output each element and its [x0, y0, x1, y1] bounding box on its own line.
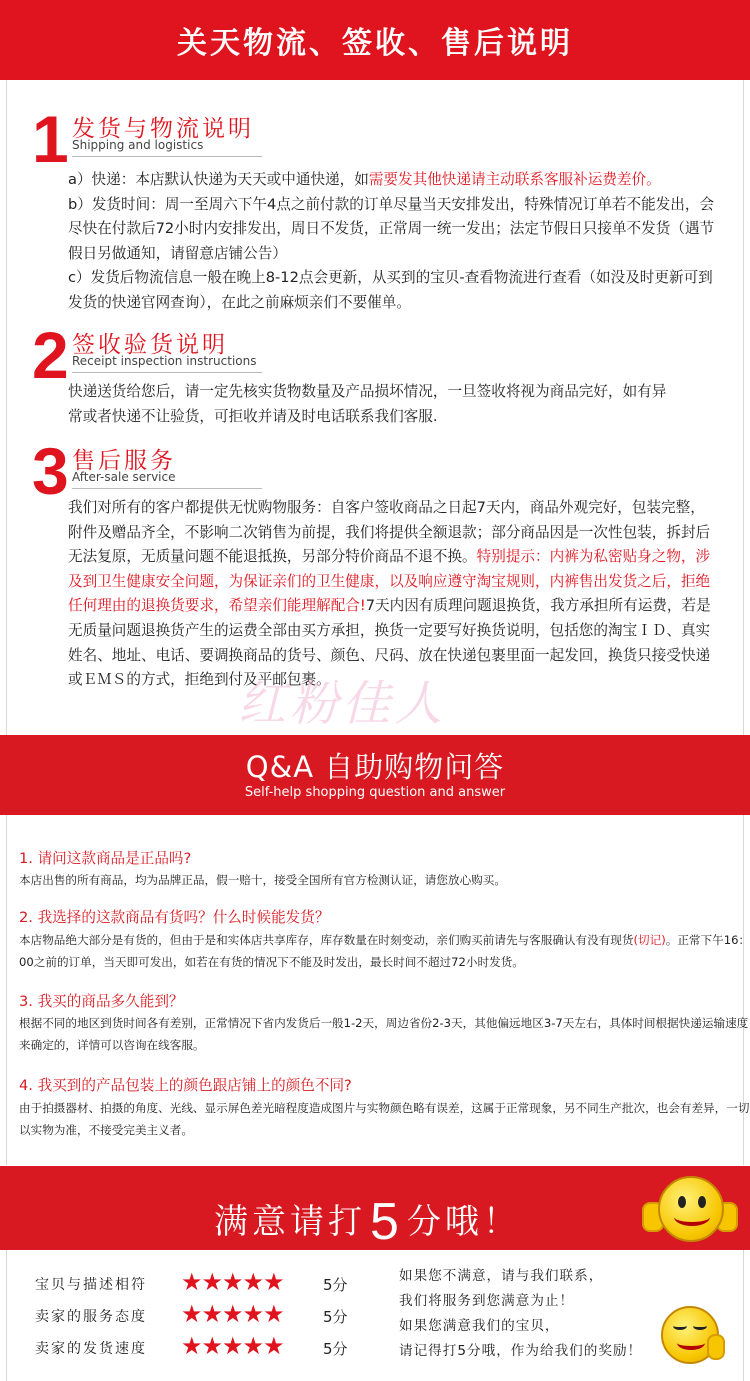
- section-title: 发货与物流说明: [72, 116, 254, 142]
- special-notice: 特别提示：内裤为私密贴身之物，涉及到卫生健康安全问题，为保证亲们的卫生健康，以及响应遵守淘宝规则，内裤售出发货之后，拒绝任何理由的退换货要求，希望亲们能理解配合!: [68, 548, 711, 615]
- rating-row: [35, 1270, 365, 1298]
- qa-subtitle: Self-help shopping question and answer: [244, 785, 506, 800]
- qa-answer: 由于拍摄器材、拍摄的角度、光线、显示屏色差光暗程度造成图片与实物颜色略有误差，这属于正常现象，另不同生产批次，也会有差异，一切以实物为准，不接受完美主义者。: [19, 1101, 750, 1137]
- rating-note-line: 如果您不满意，请与我们联系，: [399, 1268, 604, 1284]
- star-rating: ★★★★★: [181, 1332, 284, 1360]
- rating-row: [35, 1334, 365, 1362]
- qa-list: [6, 815, 750, 1165]
- section-divider: [72, 156, 262, 157]
- shipping-line-b: b）发货时间：周一至周六下午4点之前付款的订单尽量当天安排发出，特殊情况订单若不能发出，会尽快在付款后72小时内安排发出，周日不发货，正常周一统一发出；法定节假日只接单不发货（遇节假日另做通知，请留意店铺公告）: [68, 195, 715, 262]
- qa-answer: 根据不同的地区到货时间各有差别，正常情况下省内发货后一般1-2天，周边省份2-3天，其他偏远地区3-7天左右，具体时间根据快递运输速度来确定的，详情可以咨询在线客服。: [19, 1016, 749, 1052]
- rating-score: 5分: [323, 1276, 348, 1294]
- star-rating: ★★★★★: [181, 1268, 284, 1296]
- page-title: 关天物流、签收、售后说明: [177, 26, 573, 61]
- rating-label: 卖家的服务态度: [35, 1309, 147, 1325]
- qa-title: Q&A 自助购物问答: [245, 750, 505, 784]
- section-title: 售后服务: [72, 448, 176, 474]
- rating-label: 宝贝与描述相符: [35, 1277, 147, 1293]
- qa-header-bar: [0, 735, 750, 815]
- header-bar: [0, 0, 750, 80]
- section-aftersale-text: 我们对所有的客户都提供无忧购物服务：自客户签收商品之日起7天内，商品外观完好，包装完整，附件及赠品齐全，不影响二次销售为前提，我们将提供全额退款；部分商品因是一次性包装，拆封后无法复原，无质量问题不能退抵换，另部分特价商品不退不换。特别提示：内裤为私密贴身之物，涉及到卫生健康安全问题，为保证亲们的卫生健康，以及响应遵守淘宝规则，内裤售出发货之后，拒绝任何理由的退换货要求，希望亲们能理解配合!7天内因有质理问题退换货，我方承担所有运费，若是无质量问题退换货产生的运费全部由买方承担，换货一定要写好换货说明，包括您的淘宝ＩＤ、真实姓名、地址、电话、要调换商品的货号、颜色、尺码、放在快递包裹里面一起发回，换货只接受快递或ＥＭＳ的方式，拒绝到付及平邮包裹。: [68, 499, 711, 689]
- section-number: 1: [32, 102, 69, 176]
- qa-answer: 本店物品绝大部分是有货的，但由于是和实体店共享库存，库存数量在时刻变动，亲们购买前请先与客服确认有没有现货(切记)。正常下午16：00之前的订单，当天即可发出，如若在有货的情况下不能及时发出，最长时间不超过72小时发货。: [19, 933, 750, 969]
- rating-header-bar: [0, 1166, 750, 1250]
- rating-note-line: 请记得打5分哦，作为给我们的奖励！: [399, 1343, 643, 1359]
- watermark-logo: 红粉佳人: [238, 676, 447, 732]
- section-receipt-text: 快递送货给您后，请一定先核实货物数量及产品损坏情况，一旦签收将视为商品完好，如有异常或者快递不让验货，可拒收并请及时电话联系我们客服.: [68, 383, 667, 425]
- qa-question: 4. 我买到的产品包装上的颜色跟店铺上的颜色不同?: [19, 1077, 352, 1094]
- rating-box: [6, 1250, 744, 1381]
- rating-note-line: 如果您满意我们的宝贝，: [399, 1318, 560, 1334]
- section-divider: [72, 372, 262, 373]
- qa-question: 2. 我选择的这款商品有货吗？什么时候能发货？: [19, 909, 330, 926]
- section-subtitle: Shipping and logistics: [72, 138, 204, 152]
- section-subtitle: Receipt inspection instructions: [72, 354, 257, 368]
- shipping-line-c: c）发货后物流信息一般在晚上8-12点会更新，从买到的宝贝-查看物流进行查看（如没及时更新可到发货的快递官网查询），在此之前麻烦亲们不要催单。: [68, 269, 713, 311]
- section-divider: [72, 488, 262, 489]
- rating-label: 卖家的发货速度: [35, 1341, 147, 1357]
- qa-question: 1. 请问这款商品是正品吗?: [19, 850, 192, 867]
- smiley-thumbs-up-icon: [640, 1172, 740, 1246]
- rating-score: 5分: [323, 1340, 348, 1358]
- rating-title: 满意请打5 分哦！: [214, 1193, 521, 1251]
- shipping-line-a: a）快递：本店默认快递为天天或中通快递，如需要发其他快递请主动联系客服补运费差价。: [68, 171, 661, 188]
- section-shipping-text: [68, 168, 716, 316]
- star-rating: ★★★★★: [181, 1300, 284, 1328]
- rating-note: [399, 1264, 669, 1364]
- section-subtitle: After-sale service: [72, 470, 176, 484]
- rating-row: [35, 1302, 365, 1330]
- rating-score: 5分: [323, 1308, 348, 1326]
- section-number: 2: [32, 318, 69, 392]
- qa-question: 3. 我买的商品多久能到？: [19, 993, 184, 1010]
- rating-note-line: 我们将服务到您满意为止！: [399, 1293, 575, 1309]
- smiley-thumb-icon: [659, 1304, 729, 1370]
- section-title: 签收验货说明: [72, 332, 228, 358]
- section-number: 3: [32, 434, 69, 508]
- qa-answer: 本店出售的所有商品，均为品牌正品，假一赔十，接受全国所有官方检测认证，请您放心购买。: [19, 873, 506, 887]
